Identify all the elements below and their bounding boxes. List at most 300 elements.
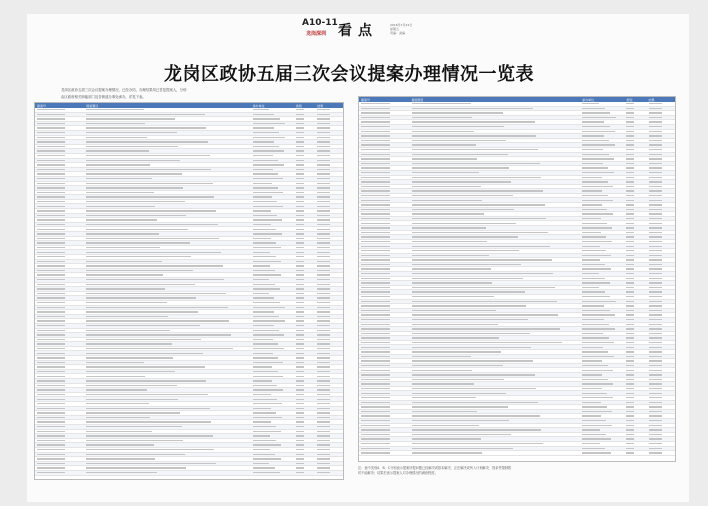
table-cell <box>35 190 84 194</box>
text-placeholder <box>253 261 281 262</box>
table-cell <box>84 241 250 245</box>
table-cell <box>84 301 250 305</box>
text-placeholder <box>412 324 498 325</box>
table-cell <box>624 446 646 450</box>
text-placeholder <box>412 236 518 237</box>
text-placeholder <box>86 187 183 188</box>
table-cell <box>315 112 343 116</box>
text-placeholder <box>253 242 276 243</box>
text-placeholder <box>317 252 330 253</box>
text-placeholder <box>253 210 272 211</box>
table-cell <box>294 310 316 314</box>
text-placeholder <box>37 146 65 147</box>
text-placeholder <box>253 215 277 216</box>
table-cell <box>294 158 316 162</box>
text-placeholder <box>361 177 390 178</box>
text-placeholder <box>412 347 532 348</box>
table-cell <box>624 318 646 322</box>
text-placeholder <box>412 186 481 187</box>
text-placeholder <box>626 434 634 435</box>
table-cell <box>624 226 646 230</box>
table-cell <box>647 405 675 409</box>
text-placeholder <box>626 388 634 389</box>
text-placeholder <box>317 247 330 248</box>
table-cell <box>315 420 343 424</box>
table-cell <box>251 218 294 222</box>
table-cell <box>410 276 581 280</box>
text-placeholder <box>649 250 662 251</box>
text-placeholder <box>86 127 206 128</box>
table-cell <box>410 286 581 290</box>
text-placeholder <box>626 144 634 145</box>
table-cell <box>580 331 624 335</box>
table-cell <box>294 383 316 387</box>
text-placeholder <box>296 270 304 271</box>
table-cell <box>580 341 624 345</box>
text-placeholder <box>296 288 304 289</box>
text-placeholder <box>317 348 330 349</box>
text-placeholder <box>649 319 662 320</box>
table-cell <box>359 143 410 147</box>
table-cell <box>84 406 250 410</box>
text-placeholder <box>37 454 65 455</box>
text-placeholder <box>37 362 65 363</box>
table-cell <box>359 226 410 230</box>
table-cell <box>647 212 675 216</box>
table-cell <box>294 337 316 341</box>
table-cell <box>35 209 84 213</box>
table-cell <box>35 108 84 112</box>
text-placeholder <box>582 351 608 352</box>
text-placeholder <box>296 219 304 220</box>
text-placeholder <box>37 472 65 473</box>
text-placeholder <box>361 448 390 449</box>
text-placeholder <box>296 435 304 436</box>
issue-editor: 责编：美编 <box>390 31 406 35</box>
table-cell <box>410 235 581 239</box>
text-placeholder <box>412 149 538 150</box>
text-placeholder <box>317 371 330 372</box>
table-cell <box>294 195 316 199</box>
text-placeholder <box>37 114 65 115</box>
text-placeholder <box>37 187 65 188</box>
table-cell <box>35 374 84 378</box>
table-cell <box>410 373 581 377</box>
table-cell <box>580 290 624 294</box>
table-cell <box>624 180 646 184</box>
table-cell <box>315 246 343 250</box>
text-placeholder <box>253 339 274 340</box>
table-cell <box>580 423 624 427</box>
table-cell <box>315 117 343 121</box>
table-cell <box>410 198 581 202</box>
table-cell <box>315 411 343 415</box>
text-placeholder <box>253 376 283 377</box>
table-cell <box>580 414 624 418</box>
text-placeholder <box>253 233 282 234</box>
table-cell <box>35 264 84 268</box>
text-placeholder <box>626 448 634 449</box>
table-cell <box>647 299 675 303</box>
text-placeholder <box>412 305 527 306</box>
table-cell <box>647 171 675 175</box>
table-cell <box>359 368 410 372</box>
table-cell <box>84 365 250 369</box>
text-placeholder <box>649 305 662 306</box>
text-placeholder <box>253 357 278 358</box>
text-placeholder <box>317 399 330 400</box>
text-placeholder <box>582 319 604 320</box>
text-placeholder <box>412 351 501 352</box>
table-cell <box>251 301 294 305</box>
table-cell <box>359 354 410 358</box>
table-cell <box>294 315 316 319</box>
table-cell <box>251 246 294 250</box>
text-placeholder <box>412 379 505 380</box>
text-placeholder <box>626 374 634 375</box>
table-cell <box>580 111 624 115</box>
table-cell <box>647 111 675 115</box>
text-placeholder <box>37 274 65 275</box>
table-cell <box>84 310 250 314</box>
text-placeholder <box>412 209 515 210</box>
text-placeholder <box>412 434 511 435</box>
text-placeholder <box>626 163 634 164</box>
table-cell <box>35 278 84 282</box>
table-cell <box>359 111 410 115</box>
table-cell <box>294 457 316 461</box>
table-cell <box>410 203 581 207</box>
text-placeholder <box>626 291 634 292</box>
text-placeholder <box>626 103 634 104</box>
table-cell <box>251 443 294 447</box>
table-cell <box>410 212 581 216</box>
text-placeholder <box>86 196 214 197</box>
text-placeholder <box>253 389 283 390</box>
text-placeholder <box>626 425 634 426</box>
table-cell <box>359 400 410 404</box>
text-placeholder <box>412 167 510 168</box>
text-placeholder <box>37 458 65 459</box>
text-placeholder <box>361 121 390 122</box>
table-cell <box>580 318 624 322</box>
text-placeholder <box>649 181 662 182</box>
table-cell <box>580 281 624 285</box>
text-placeholder <box>37 155 65 156</box>
table-cell <box>84 135 250 139</box>
text-placeholder <box>86 137 147 138</box>
text-placeholder <box>626 149 634 150</box>
text-placeholder <box>582 250 606 251</box>
table-cell <box>410 423 581 427</box>
text-placeholder <box>317 435 330 436</box>
table-cell <box>580 249 624 253</box>
table-cell <box>315 236 343 240</box>
text-placeholder <box>317 458 330 459</box>
table-cell <box>359 272 410 276</box>
table-cell <box>647 263 675 267</box>
text-placeholder <box>253 467 275 468</box>
table-cell <box>315 126 343 130</box>
table-cell <box>624 207 646 211</box>
text-placeholder <box>626 200 634 201</box>
table-cell <box>84 333 250 337</box>
text-placeholder <box>86 385 176 386</box>
table-cell <box>84 360 250 364</box>
text-placeholder <box>253 431 282 432</box>
text-placeholder <box>412 393 506 394</box>
table-cell <box>624 106 646 110</box>
table-cell <box>251 296 294 300</box>
table-cell <box>35 140 84 144</box>
section-number: A10-11 <box>302 18 338 28</box>
text-placeholder <box>649 333 662 334</box>
table-cell <box>580 419 624 423</box>
text-placeholder <box>296 394 304 395</box>
table-cell <box>315 457 343 461</box>
text-placeholder <box>317 307 330 308</box>
text-placeholder <box>86 160 180 161</box>
text-placeholder <box>361 374 390 375</box>
text-placeholder <box>37 348 65 349</box>
text-placeholder <box>253 408 271 409</box>
text-placeholder <box>649 213 662 214</box>
table-cell <box>359 166 410 170</box>
text-placeholder <box>37 320 65 321</box>
text-placeholder <box>86 256 191 257</box>
table-cell <box>315 305 343 309</box>
col-header-id: 提案号 <box>37 103 47 108</box>
text-placeholder <box>317 431 330 432</box>
table-cell <box>294 241 316 245</box>
table-cell <box>580 235 624 239</box>
text-placeholder <box>253 160 279 161</box>
text-placeholder <box>582 218 601 219</box>
text-placeholder <box>37 343 65 344</box>
table-cell <box>294 122 316 126</box>
text-placeholder <box>296 371 304 372</box>
text-placeholder <box>253 252 271 253</box>
table-cell <box>294 388 316 392</box>
table-cell <box>624 387 646 391</box>
table-cell <box>315 140 343 144</box>
text-placeholder <box>582 236 606 237</box>
text-placeholder <box>582 443 600 444</box>
table-cell <box>624 120 646 124</box>
table-cell <box>647 184 675 188</box>
text-placeholder <box>361 314 390 315</box>
table-cell <box>359 162 410 166</box>
text-placeholder <box>649 342 662 343</box>
table-cell <box>251 223 294 227</box>
text-placeholder <box>649 393 662 394</box>
table-cell <box>84 448 250 452</box>
table-cell <box>647 217 675 221</box>
table-cell <box>624 414 646 418</box>
text-placeholder <box>253 463 270 464</box>
text-placeholder <box>649 131 662 132</box>
intro-paragraph <box>61 87 361 101</box>
table-cell <box>84 420 250 424</box>
text-placeholder <box>582 333 603 334</box>
text-placeholder <box>317 118 330 119</box>
table-cell <box>84 236 250 240</box>
text-placeholder <box>626 296 634 297</box>
table-cell <box>624 442 646 446</box>
table-cell <box>251 140 294 144</box>
table-cell <box>35 227 84 231</box>
table-cell <box>35 145 84 149</box>
table-cell <box>294 466 316 470</box>
text-placeholder <box>253 311 274 312</box>
table-cell <box>580 116 624 120</box>
table-cell <box>624 400 646 404</box>
text-placeholder <box>361 144 390 145</box>
table-cell <box>359 276 410 280</box>
table-cell <box>251 397 294 401</box>
text-placeholder <box>296 334 304 335</box>
table-cell <box>251 328 294 332</box>
text-placeholder <box>37 334 65 335</box>
text-placeholder <box>296 123 304 124</box>
text-placeholder <box>626 370 634 371</box>
table-cell <box>410 249 581 253</box>
table-cell <box>410 313 581 317</box>
table-cell <box>35 232 84 236</box>
text-placeholder <box>296 164 304 165</box>
table-cell <box>84 443 250 447</box>
text-placeholder <box>649 195 662 196</box>
text-placeholder <box>361 333 390 334</box>
text-placeholder <box>412 259 552 260</box>
text-placeholder <box>626 186 634 187</box>
table-cell <box>359 207 410 211</box>
table-cell <box>35 292 84 296</box>
table-cell <box>359 396 410 400</box>
text-placeholder <box>37 238 65 239</box>
table-cell <box>647 253 675 257</box>
table-cell <box>315 149 343 153</box>
text-placeholder <box>626 121 634 122</box>
table-cell <box>624 175 646 179</box>
table-cell <box>294 324 316 328</box>
table-cell <box>624 194 646 198</box>
text-placeholder <box>296 187 304 188</box>
table-cell <box>35 112 84 116</box>
table-cell <box>294 204 316 208</box>
text-placeholder <box>253 279 270 280</box>
text-placeholder <box>253 109 269 110</box>
table-cell <box>84 383 250 387</box>
text-placeholder <box>361 154 390 155</box>
text-placeholder <box>361 351 390 352</box>
text-placeholder <box>37 164 65 165</box>
text-placeholder <box>317 256 330 257</box>
text-placeholder <box>649 324 662 325</box>
table-cell <box>624 235 646 239</box>
table-cell <box>84 269 250 273</box>
table-cell <box>410 125 581 129</box>
table-cell <box>315 232 343 236</box>
table-cell <box>251 383 294 387</box>
text-placeholder <box>296 206 304 207</box>
table-cell <box>251 209 294 213</box>
table-cell <box>647 162 675 166</box>
text-placeholder <box>37 242 65 243</box>
table-cell <box>84 177 250 181</box>
text-placeholder <box>86 210 216 211</box>
table-cell <box>410 410 581 414</box>
table-cell <box>35 186 84 190</box>
table-cell <box>410 437 581 441</box>
text-placeholder <box>582 131 615 132</box>
text-placeholder <box>86 173 181 174</box>
text-placeholder <box>626 204 634 205</box>
text-placeholder <box>86 229 188 230</box>
table-cell <box>294 145 316 149</box>
text-placeholder <box>412 443 544 444</box>
table-cell <box>580 244 624 248</box>
text-placeholder <box>317 196 330 197</box>
table-cell <box>647 373 675 377</box>
text-placeholder <box>361 259 390 260</box>
table-cell <box>359 336 410 340</box>
text-placeholder <box>649 135 662 136</box>
text-placeholder <box>317 279 330 280</box>
table-cell <box>580 148 624 152</box>
table-cell <box>647 258 675 262</box>
table-cell <box>84 158 250 162</box>
text-placeholder <box>361 301 390 302</box>
table-cell <box>84 259 250 263</box>
table-cell <box>84 181 250 185</box>
table-cell <box>251 255 294 259</box>
table-cell <box>359 377 410 381</box>
text-placeholder <box>317 417 330 418</box>
table-cell <box>35 223 84 227</box>
table-cell <box>35 246 84 250</box>
table-cell <box>251 462 294 466</box>
text-placeholder <box>317 389 330 390</box>
text-placeholder <box>649 415 662 416</box>
table-cell <box>35 117 84 121</box>
table-cell <box>647 221 675 225</box>
table-cell <box>410 350 581 354</box>
table-cell <box>315 416 343 420</box>
table-cell <box>84 195 250 199</box>
table-cell <box>624 198 646 202</box>
text-placeholder <box>649 149 662 150</box>
table-cell <box>580 387 624 391</box>
text-placeholder <box>361 319 390 320</box>
text-placeholder <box>582 356 614 357</box>
text-placeholder <box>582 204 601 205</box>
table-cell <box>624 327 646 331</box>
table-cell <box>294 218 316 222</box>
text-placeholder <box>296 150 304 151</box>
table-cell <box>647 414 675 418</box>
text-placeholder <box>86 421 211 422</box>
intro-line: 龙岗区政协五届三次会议提案办理情况，已经办结，办理结果均已答复提案人，分别 <box>61 88 187 92</box>
table-cell <box>35 135 84 139</box>
table-cell <box>410 299 581 303</box>
text-placeholder <box>86 183 213 184</box>
table-cell <box>410 400 581 404</box>
table-cell <box>624 304 646 308</box>
table-cell <box>624 102 646 106</box>
table-cell <box>315 324 343 328</box>
text-placeholder <box>361 420 390 421</box>
